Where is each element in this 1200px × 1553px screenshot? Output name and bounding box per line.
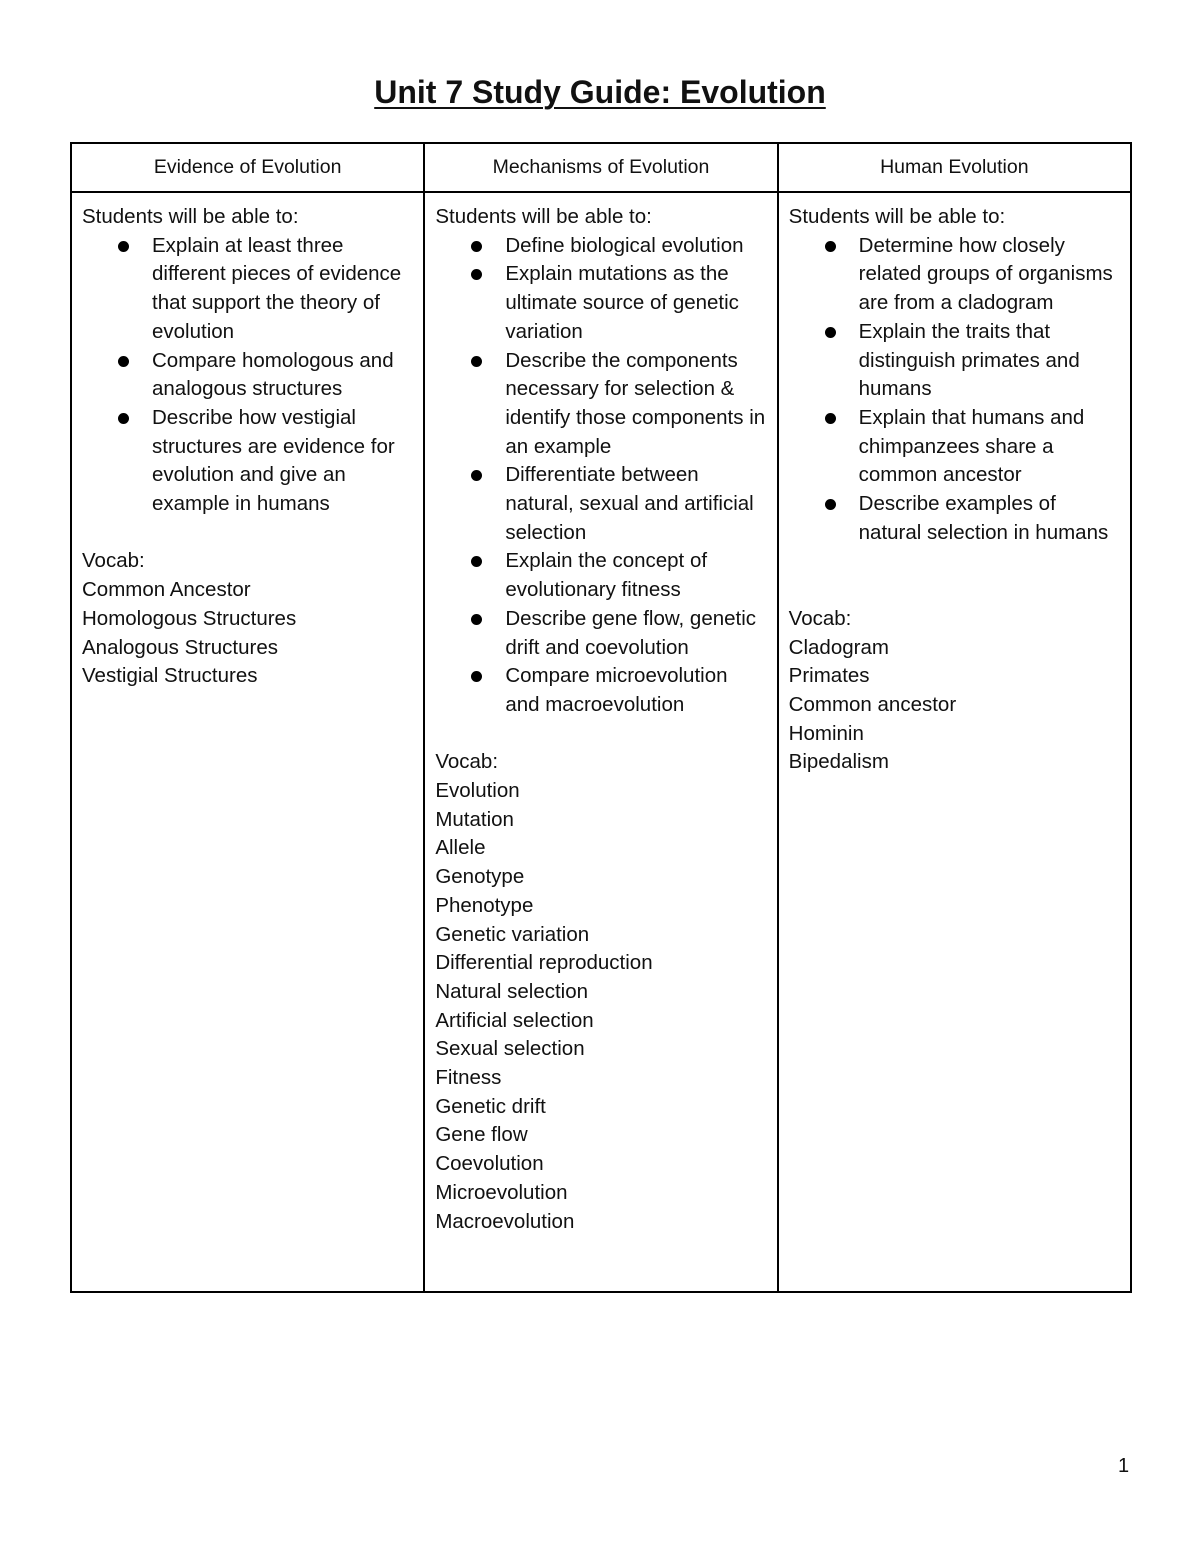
column-header-human: Human Evolution: [778, 143, 1131, 192]
vocab-section: [435, 748, 768, 1236]
bullet-icon: [471, 556, 482, 567]
intro-text: Students will be able to:: [82, 205, 299, 228]
vocab-item: Genotype: [435, 865, 525, 889]
header-row: [71, 143, 1131, 192]
bullet-icon: [471, 269, 482, 280]
vocab-item: Bipedalism: [788, 750, 889, 774]
vocab-item: Mutation: [435, 807, 514, 831]
bullet-icon: [825, 327, 836, 338]
objective-item: Explain the concept of evolutionary fitness: [435, 547, 768, 604]
vocab-section: [82, 547, 415, 691]
evidence-cell: [71, 192, 424, 1292]
bullet-icon: [825, 499, 836, 510]
bullet-icon: [825, 241, 836, 252]
objective-item: Differentiate between natural, sexual and artificial selection: [435, 461, 768, 547]
column-header-mechanisms: Mechanisms of Evolution: [424, 143, 777, 192]
column-header-evidence: Evidence of Evolution: [71, 143, 424, 192]
bullet-icon: [471, 356, 482, 367]
vocab-item: Allele: [435, 836, 486, 860]
vocab-item: Cladogram: [788, 635, 889, 659]
vocab-item: Fitness: [435, 1066, 502, 1090]
objective-item: Describe examples of natural selection in humans: [789, 490, 1122, 547]
bullet-icon: [825, 413, 836, 424]
objective-item: Explain mutations as the ultimate source of genetic variation: [435, 260, 768, 346]
objective-item: Compare homologous and analogous structures: [82, 347, 415, 404]
vocab-item: Coevolution: [435, 1152, 544, 1176]
vocab-item: Primates: [788, 664, 870, 688]
bullet-icon: [471, 241, 482, 252]
objective-list: [435, 232, 768, 720]
objective-item: Describe how vestigial structures are evidence for evolution and give an example in humans: [82, 404, 415, 519]
objective-item: Explain that humans and chimpanzees share a common ancestor: [789, 404, 1122, 490]
bullet-icon: [118, 356, 129, 367]
objective-item: Determine how closely related groups of organisms are from a cladogram: [789, 232, 1122, 318]
vocab-item: Artificial selection: [435, 1008, 594, 1032]
vocab-item: Common Ancestor: [82, 578, 251, 602]
objective-list: [789, 232, 1122, 548]
bullet-icon: [471, 470, 482, 481]
vocab-item: Genetic drift: [435, 1094, 546, 1118]
intro-text: Students will be able to:: [435, 205, 652, 228]
objective-item: Explain at least three different pieces of evidence that support the theory of evolution: [82, 232, 415, 347]
vocab-item: Hominin: [788, 721, 864, 745]
bullet-icon: [471, 614, 482, 625]
vocab-item: Natural selection: [435, 979, 589, 1003]
vocab-item: Gene flow: [435, 1123, 528, 1147]
vocab-label: Vocab:: [435, 750, 499, 774]
vocab-label: Vocab:: [82, 549, 145, 573]
page-title: Unit 7 Study Guide: Evolution: [374, 74, 826, 110]
vocab-item: Common ancestor: [788, 692, 957, 716]
vocab-item: Differential reproduction: [435, 951, 653, 975]
vocab-item: Analogous Structures: [82, 635, 279, 659]
human-cell: [778, 192, 1131, 1292]
intro-text: Students will be able to:: [788, 205, 1006, 228]
content-row: [71, 192, 1131, 1292]
vocab-item: Sexual selection: [435, 1037, 585, 1061]
vocab-item: Macroevolution: [435, 1209, 575, 1233]
study-guide-table: [70, 142, 1132, 1293]
objective-item: Describe the components necessary for selection & identify those components in an example: [435, 347, 768, 462]
vocab-label: Vocab:: [788, 606, 852, 630]
vocab-item: Vestigial Structures: [82, 664, 258, 688]
vocab-item: Phenotype: [435, 893, 534, 917]
objective-item: Describe gene flow, genetic drift and coevolution: [435, 605, 768, 662]
objective-item: Compare microevolution and macroevolution: [435, 662, 768, 719]
bullet-icon: [471, 671, 482, 682]
vocab-section: [789, 605, 1122, 777]
bullet-icon: [118, 413, 129, 424]
vocab-item: Microevolution: [435, 1180, 568, 1204]
objective-item: Define biological evolution: [435, 232, 768, 261]
objective-item: Explain the traits that distinguish primates and humans: [789, 318, 1122, 404]
objective-list: [82, 232, 415, 519]
page-number: 1: [1118, 1455, 1130, 1477]
bullet-icon: [118, 241, 129, 252]
mechanisms-cell: [424, 192, 777, 1292]
vocab-item: Evolution: [435, 779, 520, 803]
vocab-item: Homologous Structures: [82, 606, 297, 630]
vocab-item: Genetic variation: [435, 922, 590, 946]
